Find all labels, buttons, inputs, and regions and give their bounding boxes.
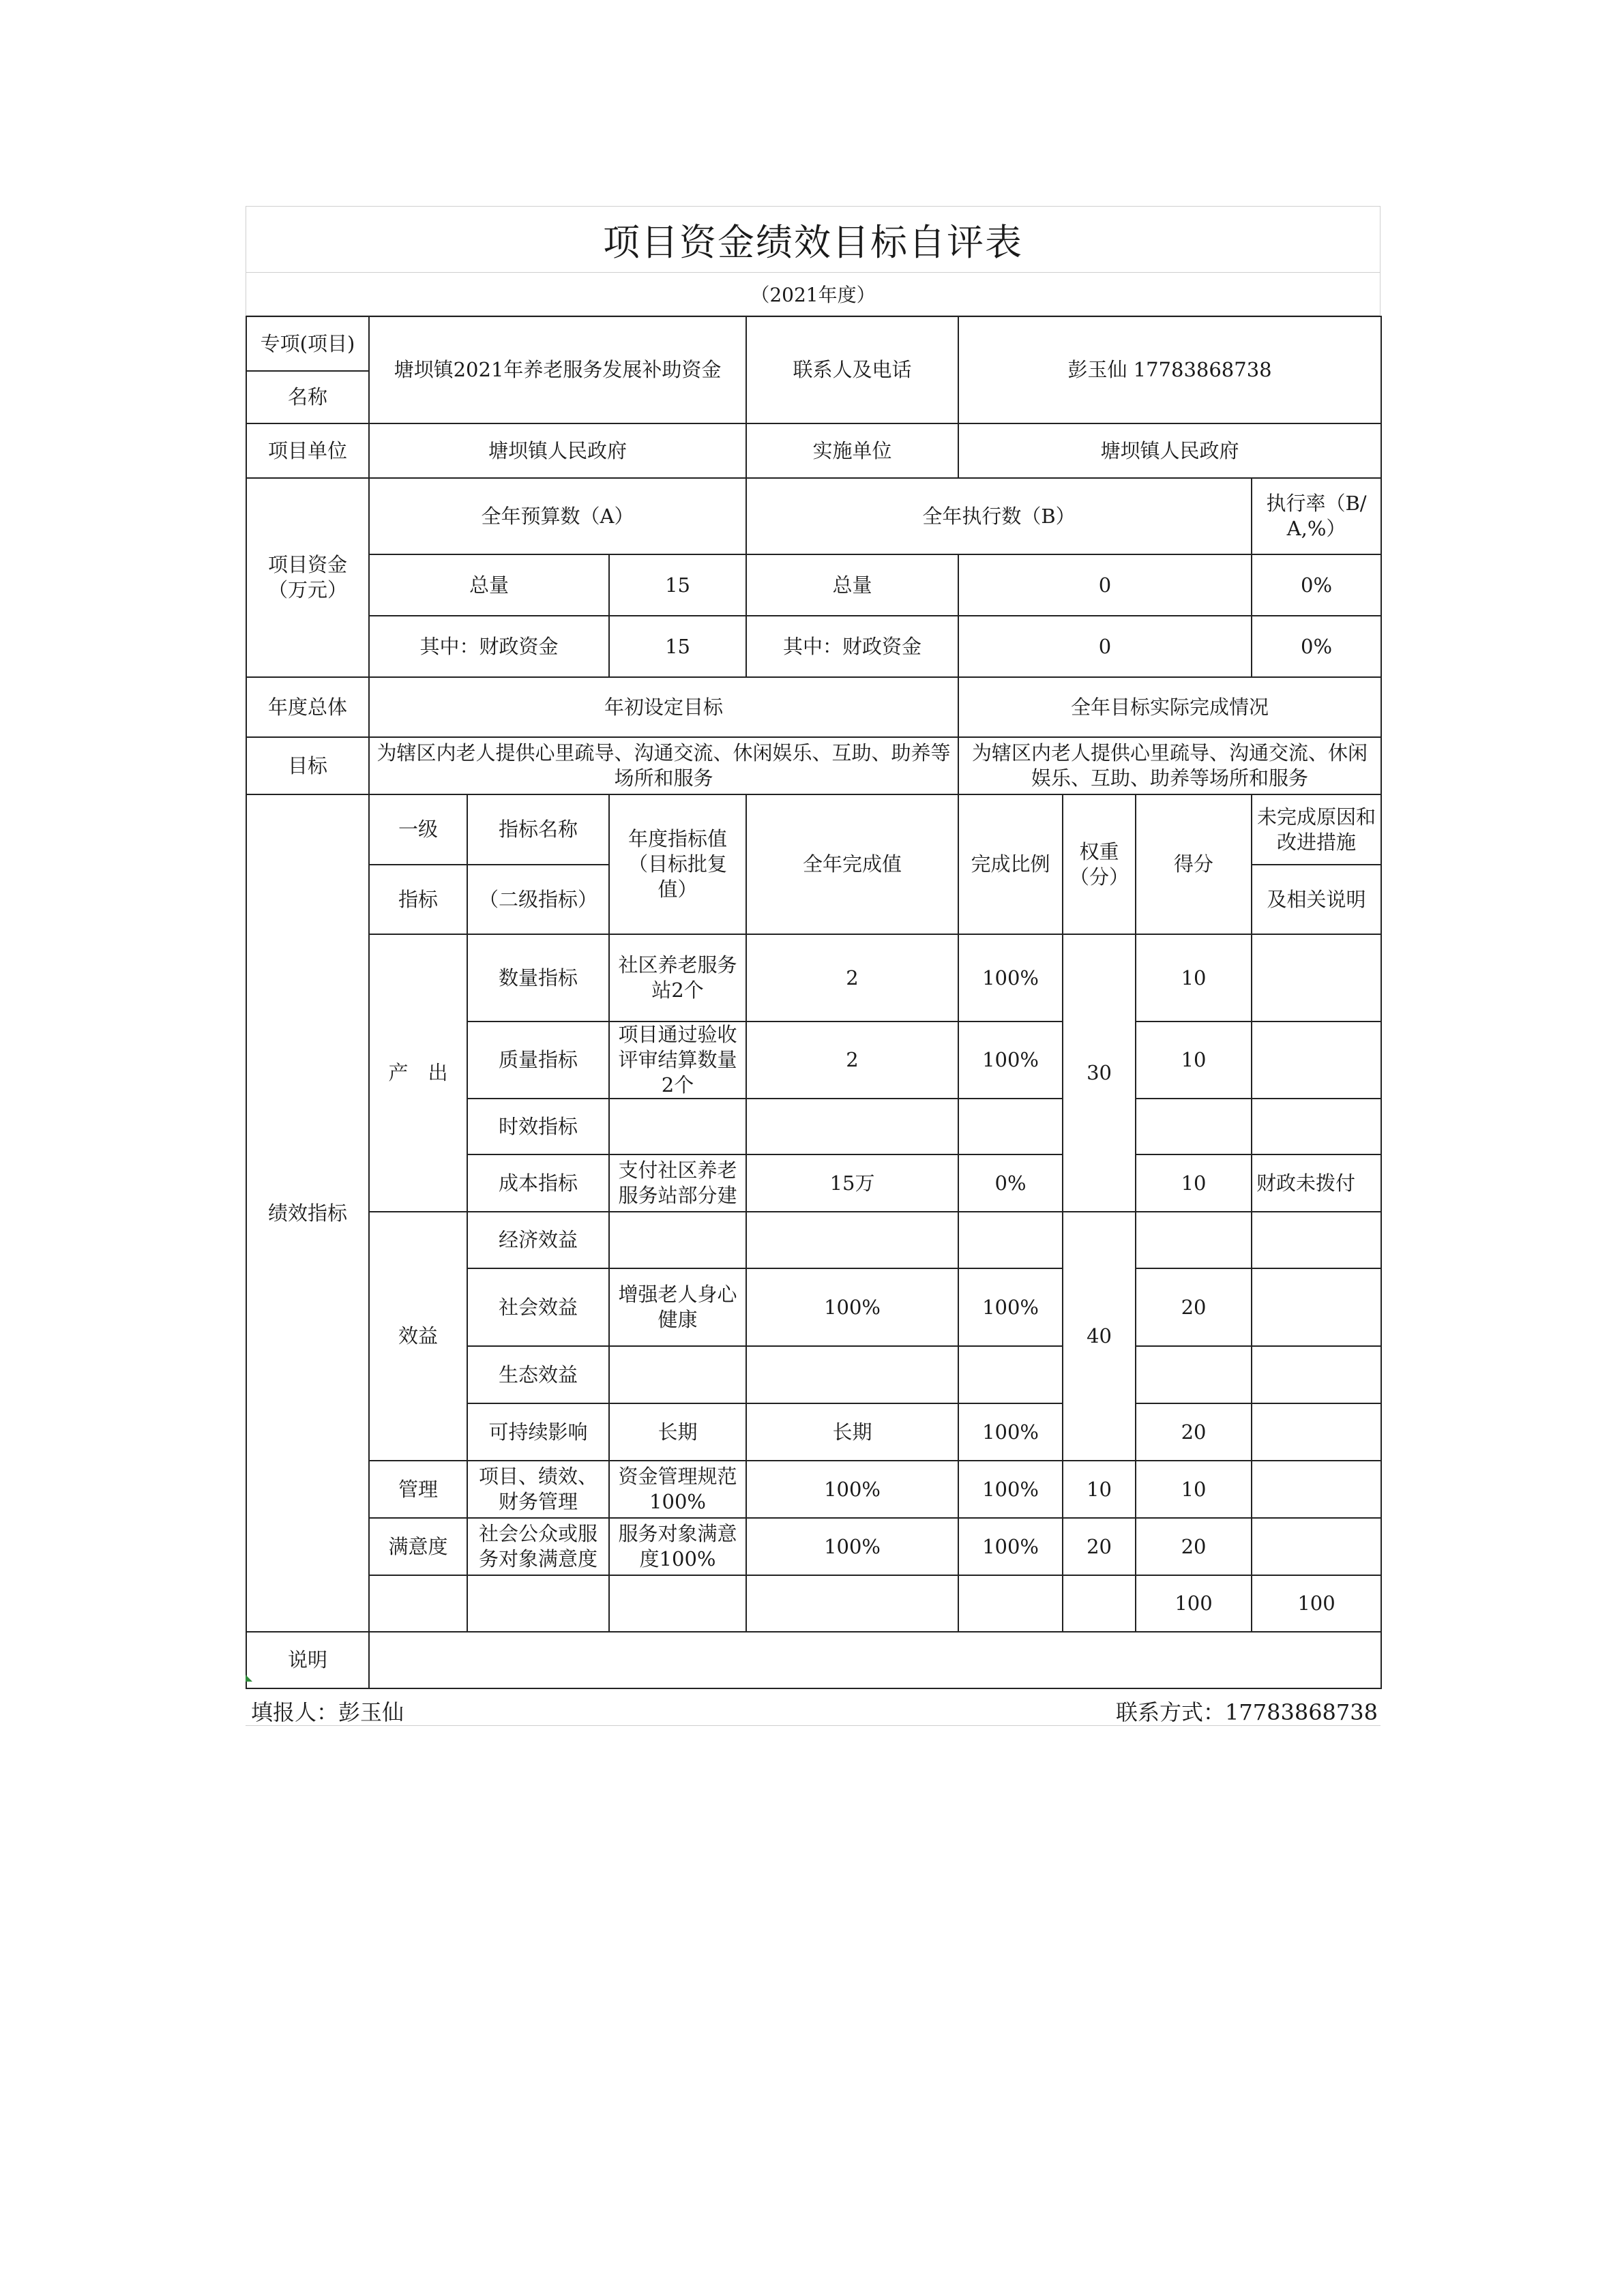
fiscal-exec-label: 其中：财政资金 xyxy=(746,616,958,677)
indicator-done xyxy=(746,1099,958,1154)
total-empty xyxy=(958,1575,1063,1632)
indicator-score: 20 xyxy=(1136,1518,1252,1575)
indicator-ratio xyxy=(958,1346,1063,1403)
indicator-target: 增强老人身心健康 xyxy=(609,1268,746,1346)
form-year: （2021年度） xyxy=(246,272,1381,316)
total-exec: 0 xyxy=(958,554,1252,616)
total-empty xyxy=(369,1575,467,1632)
evaluation-table xyxy=(246,316,1382,1689)
indicator-target xyxy=(609,1212,746,1268)
category-output: 产 出 xyxy=(369,934,467,1212)
impl-unit: 塘坝镇人民政府 xyxy=(958,423,1381,478)
indicator-target xyxy=(609,1099,746,1154)
evaluation-form xyxy=(246,206,1381,1689)
goals-label-2: 目标 xyxy=(246,737,369,794)
weight-benefit: 40 xyxy=(1063,1212,1136,1461)
project-name-label-2: 名称 xyxy=(246,371,369,423)
indicator-score: 10 xyxy=(1136,1461,1252,1518)
indicator-name: 可持续影响 xyxy=(467,1403,609,1461)
fiscal-exec: 0 xyxy=(958,616,1252,677)
fiscal-budget: 15 xyxy=(609,616,746,677)
indicator-score: 20 xyxy=(1136,1403,1252,1461)
impl-unit-label: 实施单位 xyxy=(746,423,958,478)
indicator-reason xyxy=(1252,1518,1381,1575)
indicator-score: 10 xyxy=(1136,1154,1252,1212)
indicator-score: 20 xyxy=(1136,1268,1252,1346)
goals-actual-header: 全年目标实际完成情况 xyxy=(958,677,1381,737)
indicator-reason xyxy=(1252,1212,1381,1268)
indicator-target xyxy=(609,1346,746,1403)
indicator-reason xyxy=(1252,1022,1381,1099)
notes-content xyxy=(369,1632,1381,1688)
indicators-section-label: 绩效指标 xyxy=(246,794,369,1632)
indicator-name: 项目、绩效、财务管理 xyxy=(467,1461,609,1518)
indicator-ratio: 100% xyxy=(958,1022,1063,1099)
total-weight: 100 xyxy=(1136,1575,1252,1632)
total-exec-label: 总量 xyxy=(746,554,958,616)
category-satisfaction: 满意度 xyxy=(369,1518,467,1575)
goals-label-1: 年度总体 xyxy=(246,677,369,737)
total-label: 总量 xyxy=(369,554,609,616)
form-title: 项目资金绩效目标自评表 xyxy=(246,206,1381,272)
indicator-reason xyxy=(1252,1346,1381,1403)
indicator-target: 资金管理规范100% xyxy=(609,1461,746,1518)
header-reason-b: 及相关说明 xyxy=(1252,865,1381,934)
indicator-ratio: 100% xyxy=(958,934,1063,1022)
header-done: 全年完成值 xyxy=(746,794,958,934)
indicator-target: 项目通过验收评审结算数量2个 xyxy=(609,1022,746,1099)
indicator-ratio: 100% xyxy=(958,1403,1063,1461)
indicator-score: 10 xyxy=(1136,1022,1252,1099)
total-rate: 0% xyxy=(1252,554,1381,616)
indicator-target: 服务对象满意度100% xyxy=(609,1518,746,1575)
header-name-b: （二级指标） xyxy=(467,865,609,934)
indicator-ratio: 100% xyxy=(958,1268,1063,1346)
total-score: 100 xyxy=(1252,1575,1381,1632)
indicator-done xyxy=(746,1346,958,1403)
indicator-reason xyxy=(1252,1099,1381,1154)
project-name: 塘坝镇2021年养老服务发展补助资金 xyxy=(369,316,746,423)
funds-label: 项目资金（万元） xyxy=(246,478,369,677)
contact-value: 彭玉仙 17783868738 xyxy=(958,316,1381,423)
notes-label: 说明 xyxy=(246,1632,369,1688)
indicator-reason xyxy=(1252,1403,1381,1461)
goals-actual: 为辖区内老人提供心里疏导、沟通交流、休闲娱乐、互助、助养等场所和服务 xyxy=(958,737,1381,794)
header-reason-a: 未完成原因和改进措施 xyxy=(1252,794,1381,865)
indicator-ratio: 100% xyxy=(958,1461,1063,1518)
form-footer xyxy=(246,1693,1381,1726)
header-level1-a: 一级 xyxy=(369,794,467,865)
indicator-name: 生态效益 xyxy=(467,1346,609,1403)
category-benefit: 效益 xyxy=(369,1212,467,1461)
indicator-reason xyxy=(1252,1461,1381,1518)
project-name-label-1: 专项(项目) xyxy=(246,316,369,371)
indicator-ratio xyxy=(958,1099,1063,1154)
indicator-done: 15万 xyxy=(746,1154,958,1212)
header-target: 年度指标值（目标批复值） xyxy=(609,794,746,934)
indicator-name: 成本指标 xyxy=(467,1154,609,1212)
indicator-done: 100% xyxy=(746,1461,958,1518)
total-empty xyxy=(1063,1575,1136,1632)
header-score: 得分 xyxy=(1136,794,1252,934)
indicator-target-text: 支付社区养老服务站部分建 xyxy=(618,1159,737,1207)
header-weight: 权重（分） xyxy=(1063,794,1136,934)
category-management: 管理 xyxy=(369,1461,467,1518)
total-budget: 15 xyxy=(609,554,746,616)
indicator-score: 10 xyxy=(1136,934,1252,1022)
exec-header: 全年执行数（B） xyxy=(746,478,1252,554)
header-level1-b: 指标 xyxy=(369,865,467,934)
indicator-name: 社会效益 xyxy=(467,1268,609,1346)
project-unit-label: 项目单位 xyxy=(246,423,369,478)
indicator-weight: 20 xyxy=(1063,1518,1136,1575)
total-empty xyxy=(467,1575,609,1632)
cell-corner-mark xyxy=(246,1675,252,1682)
indicator-name: 数量指标 xyxy=(467,934,609,1022)
indicator-reason xyxy=(1252,1268,1381,1346)
indicator-ratio: 100% xyxy=(958,1518,1063,1575)
indicator-score xyxy=(1136,1099,1252,1154)
indicator-done: 长期 xyxy=(746,1403,958,1461)
filler-contact: 联系方式：17783868738 xyxy=(1116,1699,1378,1725)
indicator-reason: 财政未拨付 xyxy=(1252,1154,1381,1212)
indicator-name: 时效指标 xyxy=(467,1099,609,1154)
fiscal-label: 其中：财政资金 xyxy=(369,616,609,677)
indicator-name: 社会公众或服务对象满意度 xyxy=(467,1518,609,1575)
contact-label: 联系人及电话 xyxy=(746,316,958,423)
indicator-done: 100% xyxy=(746,1268,958,1346)
fiscal-rate: 0% xyxy=(1252,616,1381,677)
indicator-done: 100% xyxy=(746,1518,958,1575)
goals-set: 为辖区内老人提供心里疏导、沟通交流、休闲娱乐、互助、助养等场所和服务 xyxy=(369,737,958,794)
budget-header: 全年预算数（A） xyxy=(369,478,746,554)
total-empty xyxy=(609,1575,746,1632)
indicator-name: 质量指标 xyxy=(467,1022,609,1099)
filler-name: 填报人：彭玉仙 xyxy=(251,1699,404,1725)
indicator-done: 2 xyxy=(746,934,958,1022)
indicator-reason xyxy=(1252,934,1381,1022)
indicator-target: 社区养老服务站2个 xyxy=(609,934,746,1022)
indicator-score xyxy=(1136,1212,1252,1268)
indicator-weight: 10 xyxy=(1063,1461,1136,1518)
weight-output: 30 xyxy=(1063,934,1136,1212)
header-name-a: 指标名称 xyxy=(467,794,609,865)
indicator-done xyxy=(746,1212,958,1268)
rate-header: 执行率（B/A,%） xyxy=(1252,478,1381,554)
header-ratio: 完成比例 xyxy=(958,794,1063,934)
indicator-target xyxy=(609,1154,746,1212)
indicator-target: 长期 xyxy=(609,1403,746,1461)
indicator-done: 2 xyxy=(746,1022,958,1099)
indicator-name: 经济效益 xyxy=(467,1212,609,1268)
goals-set-header: 年初设定目标 xyxy=(369,677,958,737)
indicator-score xyxy=(1136,1346,1252,1403)
indicator-ratio xyxy=(958,1212,1063,1268)
project-unit: 塘坝镇人民政府 xyxy=(369,423,746,478)
indicator-ratio: 0% xyxy=(958,1154,1063,1212)
total-empty xyxy=(746,1575,958,1632)
